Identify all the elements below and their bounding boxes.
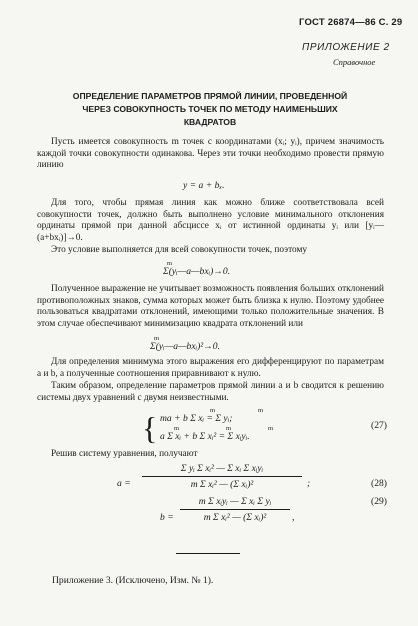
sys1-sum-upper-1: m [210,407,216,414]
eq28-lhs: a = [117,478,131,489]
eq29-fraction [180,496,290,523]
eq28-denominator: m Σ xᵢ² — (Σ xᵢ)² [190,479,254,490]
sys2-sum-upper-3: m [268,425,274,432]
paragraph-7: Решив систему уравнения, получают [51,449,198,459]
paragraph-4: Полученное выражение не учитывает возможность появления больших отклонений противоположных знаков, сумма которых может быть близка к нулю. Поэтому удобнее пользоваться квадратами отклонений, имеющими только положительные значения. В этом случае обеспечивают минимизацию квадрата отклонений или [37,284,384,329]
equation-line: y = a + bₓ. [183,180,225,191]
paragraph-2: Для того, чтобы прямая линия как можно ближе соответствовала всей совокупности точек, должно быть выполнено условие минимального отклонения ординаты прямой при данной абсциссе xᵢ от истинной ординаты yᵢ или [yᵢ—(a+bxᵢ)]→0. [37,198,384,243]
system-brace: { [142,410,158,446]
eq29-tail: , [292,512,295,523]
eq28-fraction [142,463,302,490]
eq29-numerator: m Σ xᵢyᵢ — Σ xᵢ Σ yᵢ [198,496,272,507]
system-equation-1: ma + b Σ xᵢ = Σ yᵢ; [160,413,233,424]
appendix-label: ПРИЛОЖЕНИЕ 2 [302,42,390,53]
system-equation-2: a Σ xᵢ + b Σ xᵢ² = Σ xᵢyᵢ. [160,431,250,442]
paragraph-1: Пусть имеется совокупность m точек с координатами (xᵢ; yᵢ), причем значимость каждой точки совокупности одинакова. Через эти точки необходимо провести прямую линию [37,137,384,171]
sys2-sum-upper-1: m [174,425,180,432]
eq2-sum-upper: m [167,260,173,267]
title-line-3: КВАДРАТОВ [183,117,237,127]
paragraph-6: Таким образом, определение параметров прямой линии a и b сводится к решению системы двух уравнений с двумя неизвестными. [37,381,384,403]
eq28-tail: ; [307,478,311,489]
equation-number-27: (27) [371,420,387,431]
equation-number-29: (29) [371,496,387,507]
page-header: ГОСТ 26874—86 С. 29 [299,17,403,28]
equation-sum-squares: Σ(yᵢ—a—bxᵢ)²→0. [150,341,220,352]
eq29-lhs: b = [160,512,174,523]
section-title [40,90,380,129]
eq29-fraction-bar [180,509,290,510]
eq29-denominator: m Σ xᵢ² — (Σ xᵢ)² [203,512,267,523]
title-line-1: ОПРЕДЕЛЕНИЕ ПАРАМЕТРОВ ПРЯМОЙ ЛИНИИ, ПРОВЕДЕННОЙ [72,91,348,101]
sys1-sum-upper-2: m [258,407,264,414]
eq28-numerator: Σ yᵢ Σ xᵢ² — Σ xᵢ Σ xᵢyᵢ [180,463,264,474]
equation-number-28: (28) [371,478,387,489]
eq3-sum-upper: m [154,335,160,342]
appendix-note: Справочное [333,57,376,67]
equation-sum-deviation: Σ(yᵢ—a—bxᵢ)→0. [163,266,231,277]
paragraph-3: Это условие выполняется для всей совокупности точек, поэтому [51,245,308,255]
eq28-fraction-bar [142,476,302,477]
title-line-2: ЧЕРЕЗ СОВОКУПНОСТЬ ТОЧЕК ПО МЕТОДУ НАИМЕНЬШИХ [82,104,338,114]
section-divider [176,553,240,554]
sys2-sum-upper-2: m [226,425,232,432]
footer-note: Приложение 3. (Исключено, Изм. № 1). [52,575,214,586]
paragraph-5: Для определения минимума этого выражения его дифференцируют по параметрам a и b, а полученные соотношения приравнивают к нулю. [37,357,384,379]
